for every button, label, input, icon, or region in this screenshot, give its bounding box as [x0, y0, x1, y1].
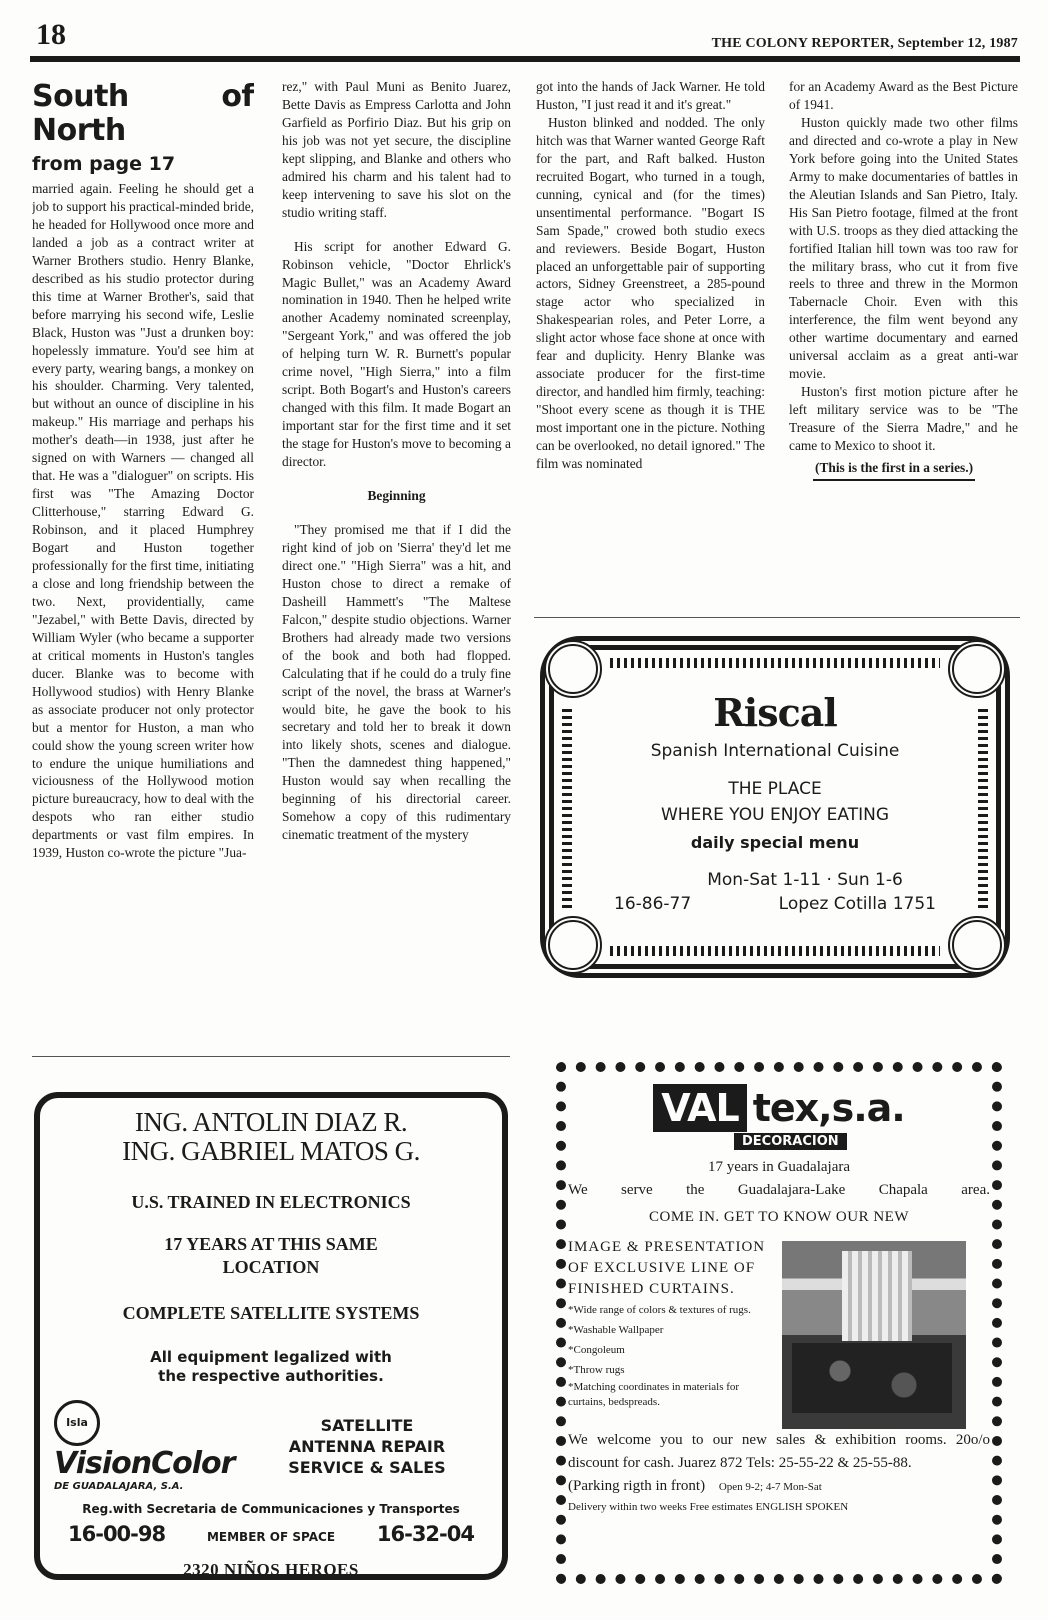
valtex-bullet: *Matching coordinates in materials for curtains, bedspreads. — [568, 1381, 740, 1408]
valtex-logo-right: tex,s.a. — [752, 1086, 905, 1130]
ornament-border — [610, 946, 940, 956]
valtex-logo-sub: DECORACION — [734, 1133, 847, 1150]
riscal-content — [594, 686, 956, 932]
valtex-bullet: *Wide range of colors & textures of rugs. — [568, 1304, 751, 1316]
registration-line: Reg.with Secretaria de Communicaciones y Transportes — [82, 1502, 460, 1516]
logo-service-row — [40, 1400, 502, 1492]
valtex-delivery: Delivery within two weeks Free estimates ENGLISH SPOKEN — [568, 1501, 849, 1513]
phone-number: 16-00-98 — [68, 1522, 166, 1546]
article-paragraph: got into the hands of Jack Warner. He told Huston, "I just read it and it's great." — [536, 79, 765, 112]
article-paragraph: "They promised me that if I did the right kind of job on 'Sierra' they'd let me direct one." "High Sierra" was a hit, and Huston chose to direct a remake of Dasheill Hammett's "The Maltese Falcon," despite studio objections. Warner Brothers had already made two versions of the book and both had flopped. Calculating that if he could do a truly fine script of the novel, the brass at Warner's would bite, he gave the book to his secretary and told her to break it down into likely shots, scenes and dialogue. "Then the damnedest thing happened," Huston would say when recalling the beginning of his directorial career. Somehow a copy of this rudimentary cinematic treatment of the mystery — [282, 521, 511, 843]
valtex-image-text: IMAGE & PRESENTATION OF EXCLUSIVE LINE OF FINISHED CURTAINS. — [568, 1239, 766, 1297]
riscal-place: THE PLACE — [728, 779, 822, 799]
riscal-enjoy: WHERE YOU ENJOY EATING — [660, 805, 890, 825]
valtex-come-in: COME IN. GET TO KNOW OUR NEW — [649, 1209, 909, 1225]
phone-number: 16-32-04 — [376, 1522, 474, 1546]
riscal-phone: 16-86-77 — [614, 894, 692, 914]
article-paragraph: Huston quickly made two other films and directed and co-wrote a play in New York before going into the United States Army to make documentaries of battles in the Aleutian Islands and San Pietro, Italy. His San Pietro footage, filmed at the front with U.S. troops as they died attacking the fortified Italian hill town was too raw for the military brass, who cut it from five reels to three and threw in the Mormon Tabernacle Choir. Even with this interference, the film went beyond any other wartime documentary and earned universal acclaim as a great anti-war movie. — [789, 114, 1018, 382]
article-column-3 — [536, 78, 765, 608]
phone-row — [40, 1522, 502, 1546]
logo-subtitle: DE GUADALAJARA, S.A. — [54, 1481, 184, 1492]
logo-wordmark: VisionColor — [54, 1446, 235, 1481]
valtex-bullet: *Throw rugs — [568, 1364, 625, 1376]
column-rule — [534, 617, 1020, 618]
article-paragraph: Huston's first motion picture after he left military service was to be "The Treasure of the Sierra Madre," and he came to Mexico to shoot it. — [789, 384, 1018, 454]
years-line: 17 YEARS AT THIS SAME LOCATION — [164, 1234, 378, 1277]
valtex-serve: We serve the Guadalajara-Lake Chapala area. — [568, 1182, 990, 1198]
ornament-border — [562, 706, 572, 908]
valtex-logo-left: VAL — [653, 1084, 746, 1132]
article-paragraph: for an Academy Award as the Best Picture of 1941. — [789, 79, 1018, 112]
systems-line: COMPLETE SATELLITE SYSTEMS — [122, 1303, 420, 1323]
top-rule — [30, 56, 1020, 62]
masthead: THE COLONY REPORTER, September 12, 1987 — [711, 36, 1018, 51]
valtex-bullet: *Congoleum — [568, 1344, 625, 1356]
riscal-brand: Riscal — [713, 690, 837, 735]
valtex-bullet: *Washable Wallpaper — [568, 1324, 664, 1336]
article-paragraph: His script for another Edward G. Robinson vehicle, "Doctor Ehrlick's Magic Bullet," was an Academy Award nomination in 1940. Then he helped write another Academy nominated screenplay, "Sergeant York," and was offered the job of helping turn W. R. Burnett's popular crime novel, "High Sierra," into a film script. Both Bogart's and Huston's careers changed with this film. It made Bogart an important star for the first time and it set the stage for Huston's move to becoming a director. — [282, 238, 511, 470]
valtex-years: 17 years in Guadalajara — [707, 1159, 851, 1175]
member-line: MEMBER OF SPACE — [206, 1530, 336, 1544]
corner-ornament-icon — [948, 916, 1006, 974]
jump-line: from page 17 — [32, 153, 176, 175]
isla-logo-icon: Isla — [54, 1400, 100, 1446]
ornament-border — [610, 658, 940, 668]
riscal-address: Lopez Cotilla 1751 — [778, 894, 936, 914]
column-rule — [32, 1056, 510, 1057]
article-column-2 — [282, 78, 511, 1040]
riscal-contact — [594, 894, 956, 914]
legal-line: All equipment legalized with the respective authorities. — [150, 1348, 392, 1385]
page-number: 18 — [36, 18, 66, 51]
section-heading: Beginning — [367, 488, 426, 504]
corner-ornament-icon — [948, 640, 1006, 698]
valtex-ad — [556, 1062, 1002, 1584]
article-paragraph: rez," with Paul Muni as Benito Juarez, Bette Davis as Empress Carlotta and John Garfield as Porfirio Diaz. But his grip on his job was not yet secure, the discipline kept slipping, and Blanke and others who admired his charm and his talent had to keep intervening to save his slot on the studio writing staff. — [282, 79, 511, 220]
trained-line: U.S. TRAINED IN ELECTRONICS — [131, 1192, 411, 1212]
riscal-cuisine: Spanish International Cuisine — [650, 741, 900, 761]
article-column-1 — [32, 78, 254, 1040]
engineer-names — [40, 1108, 502, 1166]
engineer-name: ING. ANTOLIN DIAZ R. — [134, 1107, 408, 1137]
article-paragraph: Huston blinked and nodded. The only hitch was that Warner wanted George Raft for the part, and Raft balked. Huston recruited Bogart, who turned in a tough, cunning, cynical and (for the times) unsentimental performance. "Bogart IS Sam Spade," crowed both studio execs and reviewers. Beside Bogart, Huston placed an unforgettable pair of supporting actors, Sidney Greenstreet, a 285-pound stage actor who specialized in Shakespearian roles, and Peter Lorre, a slight actor whose face shone at once with fear and duplicity. Henry Blanke was associate producer for the first-time director, and handled him firmly, teaching: "Shoot every scene as though it is THE most important one in the picture. Nothing can be overlooked, no detail ignored." The film was nominated — [536, 114, 765, 472]
bedroom-photo — [782, 1241, 966, 1429]
ornament-border — [978, 706, 988, 908]
electronics-ad — [34, 1092, 508, 1580]
valtex-hours: Open 9-2; 4-7 Mon-Sat — [718, 1481, 822, 1493]
valtex-welcome: We welcome you to our new sales & exhibition rooms. 20o/o discount for cash. Juarez 872 Tels: 25-55-22 & 25-55-88. — [568, 1432, 990, 1471]
engineer-name: ING. GABRIEL MATOS G. — [122, 1136, 420, 1166]
article-paragraph: married again. Feeling he should get a job to support his practical-minded bride, he headed for Hollywood once more and landed a job as a contract writer at Warner Brothers studio. Henry Blanke, described as his studio protector during this time at Warner Brother's, said that before marrying his second wife, Leslie Black, Huston was "Just a drunken boy: hopelessly immature. You'd see him at every party, wearing bangs, a monkey on his shoulder. Charming. Very talented, but without an ounce of discipline in his makeup." His marriage and perhaps his mother's death—in 1938, just after he signed on with Warners — changed all that. He was a "dialoguer" on scripts. His first was "The Amazing Doctor Clitterhouse," starring Edward G. Robinson, and it placed Humphrey Bogart and Huston together professionally for the first time, initiating a close and long friendship between the two. Next, providentially, came "Jezabel," with Bette Davis, directed by William Wyler (who became a supporter at critical moments in Huston's tangles ducer. Blanke was to become with Hollywood studios) with Henry Blanke as associate producer not only protector but a mentor for Huston, a man who could show the young screen writer how to endure the unique humiliations and viciousness of the Hollywood motion picture bureaucracy, how to deal with the despots who ran either studio departments or vast film empires. In 1939, Huston co-wrote the picture "Jua- — [32, 181, 254, 861]
riscal-ad — [540, 636, 1010, 978]
valtex-parking: (Parking rigth in front) — [568, 1478, 706, 1494]
address-line: 2320 NIÑOS HEROES — [183, 1560, 359, 1579]
riscal-hours: Mon-Sat 1-11 · Sun 1-6 — [707, 870, 903, 890]
series-note: (This is the first in a series.) — [813, 459, 975, 481]
service-line: SATELLITE ANTENNA REPAIR SERVICE & SALES — [288, 1415, 446, 1477]
riscal-menu: daily special menu — [690, 833, 860, 852]
headline: South of North — [32, 79, 254, 148]
article-column-4 — [789, 78, 1018, 608]
visioncolor-logo — [54, 1400, 276, 1492]
